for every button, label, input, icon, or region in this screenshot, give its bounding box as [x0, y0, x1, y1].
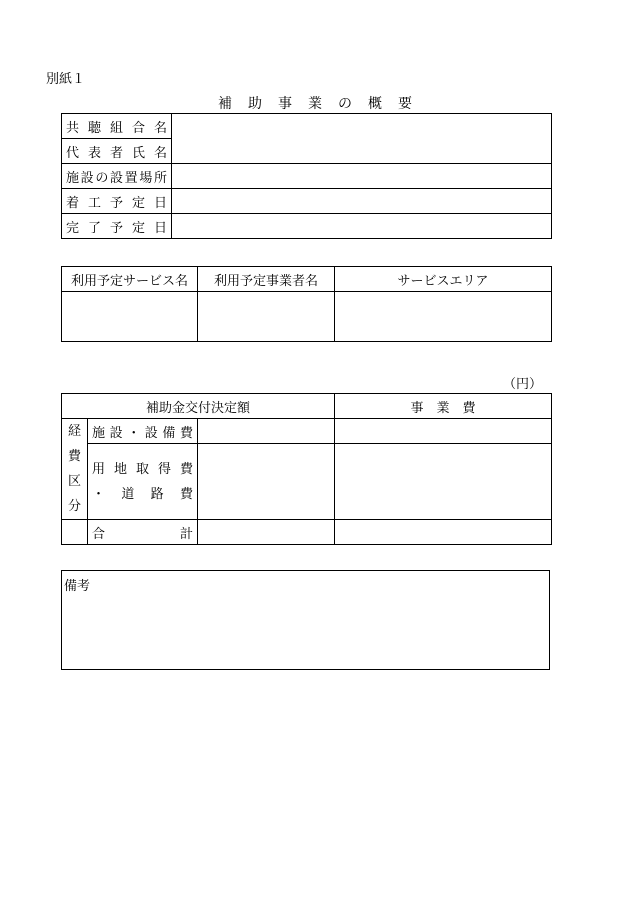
overview-table: [61, 113, 552, 239]
total-spacer-cell: [62, 520, 88, 545]
expense-category-label: [62, 419, 88, 520]
remarks-box[interactable]: [61, 570, 550, 670]
total-project-cost-cell[interactable]: [335, 520, 552, 545]
cost-table: [61, 393, 552, 545]
expense-category-text: 経 費 区 分: [67, 424, 81, 514]
total-label: 合 計: [88, 520, 198, 545]
completion-date-value[interactable]: [172, 214, 552, 239]
unit-label: （円）: [502, 377, 542, 392]
land-subsidy-cell[interactable]: [198, 444, 335, 520]
provider-name-header: 利用予定事業者名: [198, 267, 335, 292]
start-date-value[interactable]: [172, 189, 552, 214]
representative-name-label: 代表者氏名: [62, 139, 172, 164]
land-cost-label-line1: 用地取得費: [92, 461, 193, 477]
document-label: 別紙１: [46, 72, 86, 87]
union-representative-value[interactable]: [172, 114, 552, 164]
facility-cost-label: 施設・設備費: [88, 419, 198, 444]
remarks-label: 備考: [64, 579, 91, 594]
service-name-cell[interactable]: [62, 292, 198, 342]
facility-project-cost-cell[interactable]: [335, 419, 552, 444]
document-title: 補助事業の概要: [218, 96, 428, 112]
service-table: [61, 266, 552, 342]
land-cost-label-line2: ・ 道 路 費: [92, 486, 193, 502]
facility-subsidy-cell[interactable]: [198, 419, 335, 444]
service-name-header: 利用予定サービス名: [62, 267, 198, 292]
completion-date-label: 完了予定日: [62, 214, 172, 239]
total-subsidy-cell[interactable]: [198, 520, 335, 545]
union-name-label: 共聴組合名: [62, 114, 172, 139]
provider-name-cell[interactable]: [198, 292, 335, 342]
project-cost-header: 事 業 費: [335, 394, 552, 419]
start-date-label: 着工予定日: [62, 189, 172, 214]
land-project-cost-cell[interactable]: [335, 444, 552, 520]
service-area-header: サービスエリア: [335, 267, 552, 292]
subsidy-amount-header: 補助金交付決定額: [62, 394, 335, 419]
installation-location-label: 施設の設置場所: [62, 164, 172, 189]
service-area-cell[interactable]: [335, 292, 552, 342]
land-road-cost-label: [88, 444, 198, 520]
installation-location-value[interactable]: [172, 164, 552, 189]
